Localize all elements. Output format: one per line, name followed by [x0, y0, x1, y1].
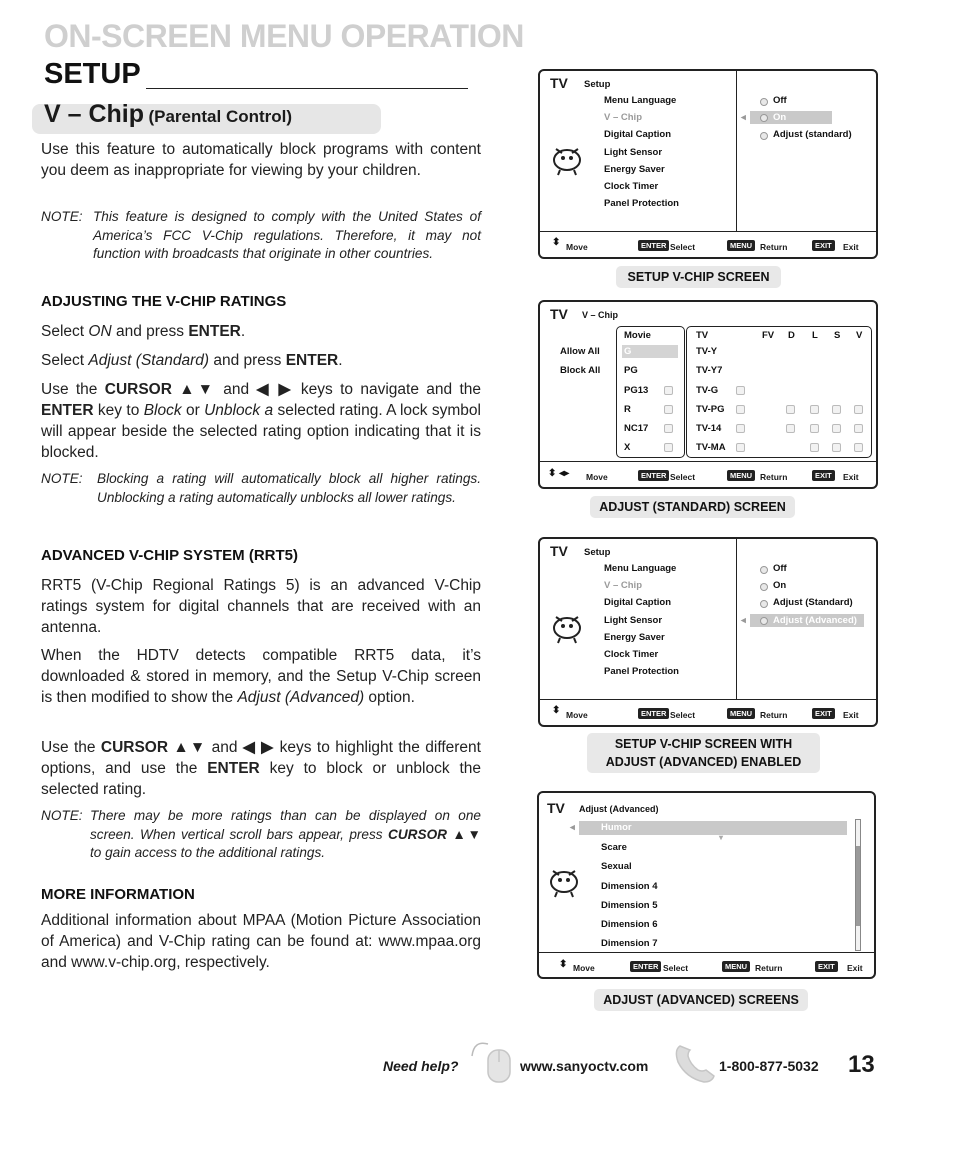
- advanced-item-dimension-4[interactable]: Dimension 4: [601, 881, 658, 892]
- lock-icon: [810, 443, 819, 452]
- advanced-item-dimension-6[interactable]: Dimension 6: [601, 919, 658, 930]
- col-v: V: [856, 330, 863, 341]
- menu-item-panel-protection[interactable]: Panel Protection: [604, 666, 679, 677]
- mouse-icon: [468, 1036, 516, 1086]
- vertical-scrollbar[interactable]: [855, 819, 861, 951]
- menu-item-clock-timer[interactable]: Clock Timer: [604, 181, 659, 192]
- heading-advanced-main: ADVANCED V-CHIP SYSTEM: [41, 547, 245, 564]
- move-arrows-icon: ⬍: [559, 959, 568, 970]
- step2-strong: ENTER: [285, 352, 339, 369]
- screen-title: Setup: [584, 547, 611, 558]
- footer-exit-key: EXIT: [815, 961, 838, 972]
- footer-return-label: Return: [760, 710, 788, 720]
- tv-mascot-icon: [545, 861, 583, 899]
- step1-strong: ENTER: [188, 323, 241, 340]
- section-title: SETUP: [44, 58, 141, 90]
- movie-column-header: Movie: [624, 330, 651, 341]
- option-on[interactable]: On: [773, 112, 787, 123]
- left-arrow-icon: ◂: [741, 615, 746, 626]
- footer-menu-key: MENU: [722, 961, 750, 972]
- block-all-button[interactable]: Block All: [560, 365, 601, 376]
- footer-enter-key: ENTER: [638, 470, 669, 481]
- step3-t1: Use the: [41, 381, 105, 398]
- note-scroll-text: [41, 807, 481, 863]
- movie-rating-r[interactable]: R: [624, 404, 631, 415]
- footer-menu-key: MENU: [727, 708, 755, 719]
- footer-enter-key: ENTER: [630, 961, 661, 972]
- subsection-title-note: (Parental Control): [148, 107, 293, 126]
- hdtv-paragraph: [41, 645, 481, 708]
- p2-pre: When the HDTV detects compatible RRT5 data, it’s downloaded & stored in memory, and the Setup V-Chip screen is then modified to show the: [41, 647, 481, 706]
- step2-post: .: [338, 352, 343, 369]
- menu-item-vchip[interactable]: V – Chip: [604, 112, 643, 123]
- option-off[interactable]: Off: [773, 563, 787, 574]
- radio-icon: [760, 132, 768, 140]
- footer-exit-label: Exit: [847, 963, 863, 973]
- heading-adjusting: ADJUSTING THE V-CHIP RATINGS: [41, 293, 287, 310]
- note-scroll: [41, 807, 481, 863]
- tv-logo: TV: [547, 800, 565, 816]
- lock-icon: [810, 424, 819, 433]
- menu-item-clock-timer[interactable]: Clock Timer: [604, 649, 659, 660]
- lock-icon: [736, 386, 745, 395]
- screen-footer-rule: [539, 952, 876, 953]
- movie-rating-pg[interactable]: PG: [624, 365, 638, 376]
- setup-vchip-advanced-screen: [538, 537, 878, 727]
- p3-t2: and: [206, 739, 243, 756]
- note-label: NOTE:: [41, 808, 83, 823]
- screen-divider: [736, 539, 737, 699]
- p3-t3: keys to highlight the different options, and use the: [41, 739, 481, 777]
- menu-item-panel-protection[interactable]: Panel Protection: [604, 198, 679, 209]
- section-title-rule: [146, 88, 468, 89]
- radio-icon: [760, 98, 768, 106]
- tv-column-header: TV: [696, 330, 709, 341]
- step-select-on: [41, 321, 481, 342]
- advanced-item-scare[interactable]: Scare: [601, 842, 627, 853]
- lock-icon: [664, 443, 673, 452]
- step2-pre: Select: [41, 352, 89, 369]
- rrt5-paragraph: RRT5 (V-Chip Regional Ratings 5) is an advanced V-Chip ratings system for digital channels that are received with an antenna.: [41, 577, 481, 636]
- step1-em: ON: [88, 323, 112, 340]
- radio-icon: [760, 583, 768, 591]
- tv-rating-tv14[interactable]: TV-14: [696, 423, 722, 434]
- step3-unblock: Unblock a: [204, 402, 274, 419]
- tv-logo: TV: [550, 306, 568, 322]
- footer-exit-label: Exit: [843, 710, 859, 720]
- heading-advanced-suffix: (RRT5): [248, 547, 298, 564]
- col-d: D: [788, 330, 795, 341]
- move-arrows-icon: ⬍: [552, 705, 561, 716]
- note-label: NOTE:: [41, 471, 83, 486]
- highlight-paragraph: [41, 737, 481, 800]
- note-text: [41, 208, 481, 264]
- lock-icon: [786, 405, 795, 414]
- screen-divider: [736, 71, 737, 231]
- footer-exit-key: EXIT: [812, 470, 835, 481]
- note-blocking-text: Blocking a rating will automatically block all higher ratings. Unblocking a rating automatically unblocks all lower ratings.: [97, 471, 481, 505]
- footer-move-label: Move: [566, 710, 588, 720]
- menu-item-vchip[interactable]: V – Chip: [604, 580, 643, 591]
- tv-rating-tvy[interactable]: TV-Y: [696, 346, 718, 357]
- step2-em: Adjust (Standard): [88, 352, 210, 369]
- menu-item-language[interactable]: Menu Language: [604, 563, 677, 574]
- screen-title: Setup: [584, 79, 611, 90]
- menu-item-digital-caption[interactable]: Digital Caption: [604, 597, 672, 608]
- step3-arrows: ◀ ▶: [256, 381, 294, 398]
- radio-icon: [760, 600, 768, 608]
- lock-icon: [736, 405, 745, 414]
- heading-more-info: MORE INFORMATION: [41, 886, 195, 903]
- move-arrows-icon: ⬍ ◂▸: [548, 468, 570, 479]
- screen-footer-rule: [540, 231, 878, 232]
- advanced-item-sexual[interactable]: Sexual: [601, 861, 632, 872]
- movie-rating-pg13[interactable]: PG13: [624, 385, 649, 396]
- tv-mascot-icon: [548, 139, 586, 177]
- lock-icon: [664, 386, 673, 395]
- radio-icon: [760, 617, 768, 625]
- step3-enter: ENTER: [41, 402, 94, 419]
- step2-mid: and press: [209, 352, 286, 369]
- note-blocking: [41, 470, 481, 507]
- lock-icon: [736, 443, 745, 452]
- subsection-title: [44, 100, 292, 129]
- note-label: NOTE:: [41, 209, 83, 224]
- menu-item-light-sensor[interactable]: Light Sensor: [604, 615, 663, 626]
- col-s: S: [834, 330, 841, 341]
- page-header-title: ON-SCREEN MENU OPERATION: [44, 18, 524, 54]
- p3-cursor: CURSOR ▲▼: [100, 739, 207, 756]
- lock-icon: [786, 424, 795, 433]
- caption-setup-vchip: SETUP V-CHIP SCREEN: [616, 266, 781, 288]
- option-adjust-standard[interactable]: Adjust (Standard): [773, 597, 853, 608]
- allow-all-button[interactable]: Allow All: [560, 346, 600, 357]
- step3-t4: key to: [93, 402, 144, 419]
- caption-adjust-advanced: ADJUST (ADVANCED) SCREENS: [594, 989, 808, 1011]
- footer-enter-key: ENTER: [638, 708, 669, 719]
- tv-mascot-icon: [548, 607, 586, 645]
- tv-logo: TV: [550, 75, 568, 91]
- step1-pre: Select: [41, 323, 89, 340]
- footer-help-text: Need help?: [383, 1058, 459, 1074]
- p3-t1: Use the: [41, 739, 101, 756]
- lock-icon: [854, 443, 863, 452]
- step3-t5: or: [181, 402, 205, 419]
- screen-title: Adjust (Advanced): [579, 804, 659, 814]
- option-on[interactable]: On: [773, 580, 787, 591]
- more-info-paragraph: Additional information about MPAA (Motion Picture Association of America) and V-Chip rating can be found at: www.mpaa.org and www.v-chip.org, respectively.: [41, 912, 481, 971]
- movie-rating-nc17[interactable]: NC17: [624, 423, 649, 434]
- footer-return-label: Return: [760, 242, 788, 252]
- step3-t3: keys to navigate and the: [293, 381, 481, 398]
- menu-item-energy-saver[interactable]: Energy Saver: [604, 632, 665, 643]
- p3-enter: ENTER: [207, 760, 260, 777]
- advanced-item-dimension-7[interactable]: Dimension 7: [601, 938, 658, 949]
- left-arrow-icon: ◂: [570, 822, 575, 833]
- step-select-adjust: [41, 350, 481, 371]
- footer-select-label: Select: [670, 472, 696, 482]
- footer-menu-key: MENU: [727, 240, 755, 251]
- tv-rating-tvg[interactable]: TV-G: [696, 385, 719, 396]
- caption-line-1: SETUP V-CHIP SCREEN WITH: [614, 737, 793, 751]
- step3-block: Block: [143, 402, 182, 419]
- caption-line-2: ADJUST (ADVANCED) ENABLED: [605, 755, 802, 769]
- p2-em: Adjust (Advanced): [237, 689, 365, 706]
- adjust-advanced-screen: [537, 791, 876, 979]
- footer-select-label: Select: [670, 710, 696, 720]
- footer-phone: 1-800-877-5032: [719, 1058, 819, 1074]
- radio-icon: [760, 114, 768, 122]
- lock-icon: [664, 405, 673, 414]
- tv-rating-tvy7[interactable]: TV-Y7: [696, 365, 723, 376]
- lock-icon: [832, 405, 841, 414]
- menu-item-light-sensor[interactable]: Light Sensor: [604, 147, 663, 158]
- page-number: 13: [848, 1051, 875, 1078]
- move-arrows-icon: ⬍: [552, 237, 561, 248]
- lock-icon: [810, 405, 819, 414]
- movie-rating-g[interactable]: G: [624, 346, 632, 357]
- intro-paragraph: Use this feature to automatically block programs with content you deem as inappropriate for viewing by your children.: [41, 141, 481, 179]
- footer-exit-key: EXIT: [812, 240, 835, 251]
- lock-icon: [854, 405, 863, 414]
- footer-move-label: Move: [586, 472, 608, 482]
- telephone-icon: [672, 1040, 716, 1086]
- note-scroll-cursor: CURSOR ▲▼: [388, 826, 481, 842]
- movie-rating-x[interactable]: X: [624, 442, 631, 453]
- scrollbar-thumb[interactable]: [856, 846, 860, 926]
- footer-exit-key: EXIT: [812, 708, 835, 719]
- footer-exit-label: Exit: [843, 242, 859, 252]
- screen-footer-rule: [540, 461, 878, 462]
- lock-icon: [854, 424, 863, 433]
- menu-item-digital-caption[interactable]: Digital Caption: [604, 129, 672, 140]
- lock-icon: [832, 443, 841, 452]
- lock-icon: [736, 424, 745, 433]
- note-scroll-post: to gain access to the additional ratings.: [90, 845, 326, 860]
- footer-menu-key: MENU: [727, 470, 755, 481]
- option-adjust-advanced[interactable]: Adjust (Advanced): [773, 615, 857, 626]
- caption-adjust-standard: ADJUST (STANDARD) SCREEN: [590, 496, 795, 518]
- tv-logo: TV: [550, 543, 568, 559]
- lock-icon: [664, 424, 673, 433]
- screen-title: V – Chip: [582, 310, 619, 320]
- menu-item-energy-saver[interactable]: Energy Saver: [604, 164, 665, 175]
- subsection-title-main: V – Chip: [44, 100, 145, 128]
- left-arrow-icon: ◂: [741, 112, 746, 123]
- col-l: L: [812, 330, 818, 341]
- footer-website[interactable]: www.sanyoctv.com: [520, 1058, 649, 1074]
- caption-setup-advanced: [587, 733, 820, 773]
- heading-advanced: [41, 547, 298, 564]
- note-fcc-text: This feature is designed to comply with the United States of America’s FCC V-Chip regulations. Therefore, it may not function with broadcasts that originate in other countries.: [93, 209, 481, 261]
- footer-select-label: Select: [663, 963, 689, 973]
- footer-exit-label: Exit: [843, 472, 859, 482]
- step3-t6: selected rating. A lock symbol will appear beside the selected rating option indicating that it is blocked.: [41, 402, 481, 461]
- p3-t4: key to block or unblock the selected rating.: [41, 760, 481, 798]
- tv-rating-tvpg[interactable]: TV-PG: [696, 404, 725, 415]
- screen-footer-rule: [540, 699, 878, 700]
- option-adjust-standard[interactable]: Adjust (standard): [773, 129, 852, 140]
- step1-mid: and press: [111, 323, 189, 340]
- step-navigate: [41, 379, 481, 463]
- adjust-standard-screen: [538, 300, 878, 489]
- note-fcc: [41, 208, 481, 264]
- footer-select-label: Select: [670, 242, 696, 252]
- down-arrow-icon: ▾: [719, 833, 724, 842]
- radio-icon: [760, 566, 768, 574]
- note-scroll-pre: There may be more ratings than can be displayed on one screen. When vertical scroll bars appear, press: [90, 808, 481, 842]
- advanced-item-humor[interactable]: Humor: [601, 822, 632, 833]
- step3-t2: and: [215, 381, 257, 398]
- footer-return-label: Return: [755, 963, 783, 973]
- p2-post: option.: [364, 689, 415, 706]
- lock-icon: [832, 424, 841, 433]
- tv-rating-tvma[interactable]: TV-MA: [696, 442, 726, 453]
- setup-vchip-screen: [538, 69, 878, 259]
- step1-post: .: [240, 323, 246, 340]
- option-off[interactable]: Off: [773, 95, 787, 106]
- p3-arrows: ◀ ▶: [242, 739, 275, 756]
- footer-enter-key: ENTER: [638, 240, 669, 251]
- footer-return-label: Return: [760, 472, 788, 482]
- advanced-item-dimension-5[interactable]: Dimension 5: [601, 900, 658, 911]
- col-fv: FV: [762, 330, 775, 341]
- footer-move-label: Move: [566, 242, 588, 252]
- menu-item-language[interactable]: Menu Language: [604, 95, 677, 106]
- step3-cursor: CURSOR ▲▼: [104, 381, 216, 398]
- footer-move-label: Move: [573, 963, 595, 973]
